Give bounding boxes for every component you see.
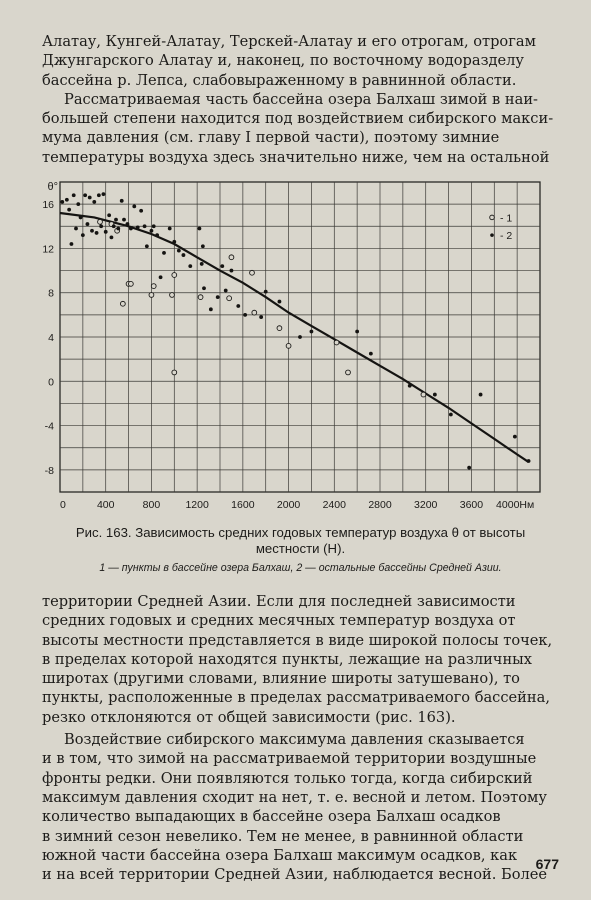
data-point-series-2 (433, 393, 437, 397)
data-point-series-2 (259, 315, 263, 319)
x-tick-label: 4000Hм (496, 499, 535, 511)
y-tick-label: 0 (48, 376, 54, 389)
data-point-series-2 (76, 202, 80, 206)
data-point-series-1 (227, 296, 232, 301)
data-point-series-2 (202, 286, 206, 290)
data-point-series-2 (201, 244, 205, 248)
text-line: Рассматриваемая часть бассейна озера Балхаш зимой в наи- (64, 90, 538, 108)
x-tick-label: 3600 (459, 499, 484, 511)
x-tick-label: 2400 (322, 499, 346, 511)
y-tick-label: 8 (48, 287, 54, 300)
data-point-series-1 (252, 310, 257, 315)
data-point-series-1 (286, 343, 291, 348)
temperature-altitude-chart (38, 170, 558, 520)
text-line: в зимний сезон невелико. Тем не менее, в равнинной области (42, 827, 524, 845)
data-point-series-1 (346, 370, 351, 375)
text-line: территории Средней Азии. Если для последней зависимости (42, 593, 516, 610)
x-tick-label: 0 (60, 499, 66, 511)
text-line: широтах (другими словами, влияние широты затушевано), то (42, 670, 520, 688)
data-point-series-2 (70, 242, 74, 246)
data-point-series-1 (172, 273, 177, 278)
data-point-series-2 (116, 227, 120, 231)
figure-legend-caption: 1 — пункты в бассейне озера Балхаш, 2 — остальные бассейны Средней Азии. (99, 562, 502, 574)
top-paragraph (42, 32, 554, 167)
text-line: Воздействие сибирского максимума давления сказывается (64, 731, 525, 749)
data-point-series-2 (355, 330, 359, 334)
text-line: южной части бассейна озера Балхаш максимум осадков, как (42, 846, 518, 864)
data-point-series-2 (99, 224, 103, 228)
y-tick-label: -8 (44, 464, 54, 477)
text-line: и на всей территории Средней Азии, наблюдается весной. Более (42, 866, 548, 884)
data-point-series-2 (97, 193, 101, 197)
y-tick-label: 16 (42, 199, 54, 212)
data-point-series-1 (120, 301, 125, 306)
data-point-series-2 (139, 209, 143, 213)
data-point-series-2 (81, 233, 85, 237)
data-point-series-1 (149, 293, 154, 298)
data-point-series-1 (170, 293, 175, 298)
data-point-series-2 (110, 235, 114, 239)
data-point-series-2 (182, 253, 186, 257)
data-point-series-2 (126, 222, 130, 226)
data-point-series-2 (136, 225, 140, 229)
y-tick-label: 4 (48, 332, 54, 344)
data-point-series-2 (155, 233, 159, 237)
data-point-series-1 (250, 270, 255, 275)
data-point-series-2 (513, 435, 517, 439)
data-point-series-2 (278, 300, 282, 304)
bottom-text (42, 592, 554, 884)
data-point-series-2 (67, 208, 71, 212)
data-point-series-2 (83, 193, 87, 197)
text-line: пункты, расположенные в пределах рассматриваемого бассейна, (42, 689, 550, 707)
data-point-series-1 (277, 326, 282, 331)
data-point-series-2 (104, 230, 108, 234)
data-point-series-2 (220, 264, 224, 268)
text-line: мума давления (см. главу I первой части), поэтому зимние (42, 129, 500, 147)
data-point-series-2 (216, 295, 220, 299)
data-point-series-2 (107, 213, 111, 217)
data-point-series-2 (408, 384, 412, 388)
data-point-series-2 (200, 262, 204, 266)
data-point-series-1 (198, 295, 203, 300)
x-tick-label: 2800 (368, 499, 392, 511)
data-point-series-1 (172, 370, 177, 375)
data-point-series-2 (188, 264, 192, 268)
y-axis-label: θ° (47, 181, 58, 193)
data-point-series-1 (421, 392, 426, 397)
text-line: в пределах которой находятся пункты, лежащие на различных (42, 650, 533, 668)
data-point-series-2 (90, 229, 94, 233)
text-line: фронты редки. Они появляются только тогда, когда сибирский (42, 769, 533, 787)
data-point-series-2 (177, 249, 181, 253)
data-point-series-2 (102, 192, 106, 196)
data-point-series-2 (143, 224, 147, 228)
x-tick-label: 800 (142, 499, 161, 511)
legend-label-1: - 1 (500, 212, 513, 225)
data-point-series-2 (92, 200, 96, 204)
data-point-series-1 (229, 255, 234, 260)
data-point-series-2 (224, 289, 228, 293)
data-point-series-2 (120, 199, 124, 203)
caption-line: Рис. 163. Зависимость средних годовых температур воздуха θ от высоты (75, 525, 526, 540)
y-tick-label: -4 (44, 420, 54, 433)
data-point-series-2 (150, 229, 154, 233)
data-point-series-2 (95, 231, 99, 235)
data-point-series-1 (98, 219, 103, 224)
text-line: количество выпадающих в бассейне озера Балхаш осадков (42, 808, 501, 826)
data-point-series-2 (74, 227, 78, 231)
data-point-series-2 (209, 307, 213, 311)
data-point-series-1 (334, 340, 339, 345)
data-point-series-2 (479, 393, 483, 397)
text-line: максимум давления сходит на нет, т. е. весной и летом. Поэтому (42, 788, 547, 806)
data-point-series-2 (162, 251, 166, 255)
x-tick-label: 1200 (185, 499, 209, 511)
text-line: бассейна р. Лепса, слабовыраженному в равнинной области. (42, 71, 517, 89)
data-point-series-2 (60, 200, 64, 204)
text-line: высоты местности представляется в виде широкой полосы точек, (42, 631, 553, 649)
data-point-series-2 (79, 216, 83, 220)
trend-line (60, 213, 529, 462)
legend-marker-1 (490, 215, 495, 220)
x-tick-label: 1600 (231, 499, 255, 511)
data-point-series-2 (243, 313, 247, 317)
text-line: температуры воздуха здесь значительно ниже, чем на остальной (42, 148, 550, 166)
data-point-series-2 (310, 330, 314, 334)
data-point-series-2 (369, 352, 373, 356)
data-point-series-1 (151, 284, 156, 289)
text-line: Алатау, Кунгей-Алатау, Терскей-Алатау и его отрогам, отрогам (42, 33, 536, 50)
data-point-series-2 (159, 275, 163, 279)
x-tick-label: 3200 (414, 499, 438, 511)
data-point-series-2 (65, 198, 69, 202)
text-line: и в том, что зимой на рассматриваемой территории воздушные (42, 750, 537, 768)
data-point-series-2 (129, 227, 133, 231)
data-point-series-2 (168, 227, 172, 231)
x-tick-label: 2000 (276, 499, 301, 511)
data-point-series-2 (449, 413, 453, 417)
data-point-series-2 (72, 193, 76, 197)
data-point-series-2 (527, 459, 531, 463)
legend-marker-2 (490, 233, 494, 237)
data-point-series-2 (298, 335, 302, 339)
page-number: 677 (535, 856, 559, 872)
data-point-series-2 (122, 218, 126, 222)
text-line: Джунгарского Алатау и, наконец, по восточному водоразделу (42, 52, 525, 70)
caption-line: местности (H). (255, 541, 346, 556)
x-tick-label: 400 (96, 499, 115, 511)
data-point-series-2 (230, 269, 234, 273)
text-line: средних годовых и средних месячных температур воздуха от (42, 612, 516, 630)
data-point-series-1 (128, 281, 133, 286)
data-point-series-2 (112, 224, 116, 228)
data-point-series-2 (145, 244, 149, 248)
data-point-series-2 (264, 290, 268, 294)
data-point-series-2 (132, 204, 136, 208)
data-point-series-2 (172, 240, 176, 244)
figure-caption (48, 525, 553, 557)
data-point-series-2 (86, 222, 90, 226)
text-line: резко отклоняются от общей зависимости (рис. 163). (42, 708, 456, 726)
y-tick-label: 12 (42, 243, 54, 256)
data-point-series-2 (114, 218, 118, 222)
data-point-series-2 (467, 466, 471, 470)
data-point-series-2 (236, 304, 240, 308)
legend-label-2: - 2 (500, 230, 513, 243)
data-point-series-2 (198, 227, 202, 231)
data-point-series-2 (88, 196, 92, 200)
data-point-series-2 (152, 224, 156, 228)
text-line: большей степени находится под воздействием сибирского макси- (42, 110, 554, 128)
